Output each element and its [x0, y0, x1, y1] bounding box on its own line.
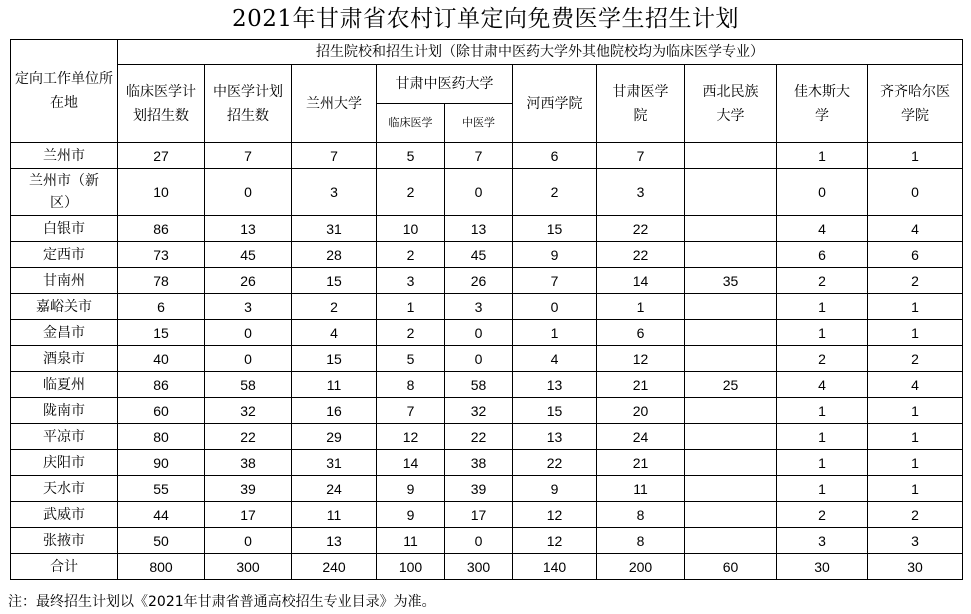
table-cell: 31: [292, 216, 377, 242]
region-cell: 甘南州: [11, 268, 118, 294]
table-cell: 50: [118, 528, 205, 554]
table-cell: 5: [377, 143, 445, 169]
table-cell: 2: [292, 294, 377, 320]
table-cell: 22: [597, 242, 685, 268]
table-cell: 58: [205, 372, 292, 398]
table-cell: 9: [377, 476, 445, 502]
table-row: [11, 169, 963, 216]
table-cell: [685, 143, 777, 169]
table-cell: 4: [777, 216, 868, 242]
table-cell: 39: [205, 476, 292, 502]
region-cell: 陇南市: [11, 398, 118, 424]
region-cell: 天水市: [11, 476, 118, 502]
footnote: 注：最终招生计划以《2021年甘肃省普通高校招生专业目录》为准。: [8, 594, 436, 610]
table-cell: 3: [597, 169, 685, 216]
table-cell: 86: [118, 216, 205, 242]
table-cell: 1: [777, 320, 868, 346]
table-cell: 45: [205, 242, 292, 268]
table-cell: 12: [377, 424, 445, 450]
table-cell: 9: [377, 502, 445, 528]
table-cell: 26: [445, 268, 513, 294]
table-cell: 2: [868, 268, 963, 294]
table-cell: 13: [292, 528, 377, 554]
header-lanzhou-university: 兰州大学: [292, 65, 377, 143]
table-cell: 9: [513, 476, 597, 502]
table-cell: 4: [868, 216, 963, 242]
table-cell: 2: [377, 169, 445, 216]
table-row: [11, 346, 963, 372]
table-cell: 21: [597, 450, 685, 476]
table-cell: [685, 346, 777, 372]
table-cell: 0: [513, 294, 597, 320]
table-cell: 22: [205, 424, 292, 450]
table-cell: 32: [445, 398, 513, 424]
table-cell: 11: [292, 372, 377, 398]
table-cell: 2: [777, 268, 868, 294]
table-cell: 3: [205, 294, 292, 320]
table-cell: 27: [118, 143, 205, 169]
table-cell: 78: [118, 268, 205, 294]
table-cell: 32: [205, 398, 292, 424]
table-cell: 1: [868, 398, 963, 424]
table-cell: 1: [868, 424, 963, 450]
table-cell: 25: [685, 372, 777, 398]
table-cell: 5: [377, 346, 445, 372]
table-cell: 86: [118, 372, 205, 398]
table-cell: 28: [292, 242, 377, 268]
table-cell: 240: [292, 554, 377, 580]
enrollment-table: [10, 39, 963, 580]
table-cell: 10: [377, 216, 445, 242]
table-cell: [685, 169, 777, 216]
table-row: [11, 476, 963, 502]
table-cell: 800: [118, 554, 205, 580]
table-cell: 30: [868, 554, 963, 580]
table-cell: 29: [292, 424, 377, 450]
table-cell: 300: [445, 554, 513, 580]
table-cell: [685, 528, 777, 554]
table-cell: 13: [445, 216, 513, 242]
table-cell: 15: [118, 320, 205, 346]
table-cell: 300: [205, 554, 292, 580]
region-cell: 定西市: [11, 242, 118, 268]
table-cell: [685, 502, 777, 528]
table-cell: [685, 476, 777, 502]
table-cell: 8: [597, 502, 685, 528]
table-cell: 1: [868, 294, 963, 320]
table-cell: 2: [377, 242, 445, 268]
table-cell: 15: [513, 398, 597, 424]
table-row-total: [11, 554, 963, 580]
table-cell: [685, 320, 777, 346]
table-cell: 1: [868, 320, 963, 346]
table-cell: 1: [777, 476, 868, 502]
table-cell: 7: [513, 268, 597, 294]
table-cell: 0: [445, 346, 513, 372]
table-cell: 6: [868, 242, 963, 268]
table-cell: 1: [513, 320, 597, 346]
table-cell: 6: [777, 242, 868, 268]
header-northwest-minzu-university: 西北民族大学: [685, 65, 777, 143]
table-cell: 8: [377, 372, 445, 398]
table-cell: [685, 424, 777, 450]
table-cell: 39: [445, 476, 513, 502]
table-cell: 45: [445, 242, 513, 268]
table-cell: 17: [445, 502, 513, 528]
table-cell: 80: [118, 424, 205, 450]
table-cell: 140: [513, 554, 597, 580]
table-cell: 1: [377, 294, 445, 320]
table-cell: 7: [597, 143, 685, 169]
table-cell: 8: [597, 528, 685, 554]
region-cell: 嘉峪关市: [11, 294, 118, 320]
header-region: 定向工作单位所在地: [11, 40, 118, 143]
table-cell: 1: [777, 450, 868, 476]
table-cell: 15: [513, 216, 597, 242]
region-cell: 酒泉市: [11, 346, 118, 372]
table-cell: 2: [513, 169, 597, 216]
table-cell: 15: [292, 346, 377, 372]
table-cell: [685, 216, 777, 242]
table-cell: 0: [205, 346, 292, 372]
table-cell: 30: [777, 554, 868, 580]
table-row: [11, 320, 963, 346]
table-cell: [685, 398, 777, 424]
table-row: [11, 528, 963, 554]
table-cell: 1: [777, 294, 868, 320]
table-cell: 38: [205, 450, 292, 476]
table-cell: 6: [597, 320, 685, 346]
table-cell: 13: [205, 216, 292, 242]
header-tcm-total: 中医学计划招生数: [205, 65, 292, 143]
table-cell: 4: [513, 346, 597, 372]
header-group: 招生院校和招生计划（除甘肃中医药大学外其他院校均为临床医学专业）: [118, 40, 963, 65]
table-row: [11, 424, 963, 450]
header-clinical-total: 临床医学计划招生数: [118, 65, 205, 143]
region-cell: 庆阳市: [11, 450, 118, 476]
table-cell: 22: [597, 216, 685, 242]
table-cell: 31: [292, 450, 377, 476]
table-cell: 2: [777, 346, 868, 372]
region-cell: 金昌市: [11, 320, 118, 346]
table-cell: 10: [118, 169, 205, 216]
header-gansu-tcm-tcm: 中医学: [445, 104, 513, 143]
table-cell: 44: [118, 502, 205, 528]
table-cell: 22: [513, 450, 597, 476]
table-cell: 17: [205, 502, 292, 528]
region-cell: 兰州市: [11, 143, 118, 169]
table-cell: 1: [868, 476, 963, 502]
table-cell: 0: [205, 320, 292, 346]
table-cell: 60: [118, 398, 205, 424]
table-cell: 3: [777, 528, 868, 554]
table-cell: 3: [868, 528, 963, 554]
region-cell: 临夏州: [11, 372, 118, 398]
table-cell: [685, 450, 777, 476]
table-cell: 2: [777, 502, 868, 528]
table-cell: 35: [685, 268, 777, 294]
table-cell: 14: [377, 450, 445, 476]
table-cell: 73: [118, 242, 205, 268]
table-cell: 1: [868, 143, 963, 169]
region-cell: 张掖市: [11, 528, 118, 554]
table-cell: 7: [445, 143, 513, 169]
table-cell: 0: [205, 169, 292, 216]
table-cell: 12: [597, 346, 685, 372]
header-qiqihar-medical-university: 齐齐哈尔医学院: [868, 65, 963, 143]
table-row: [11, 372, 963, 398]
table-cell: 38: [445, 450, 513, 476]
table-cell: 3: [292, 169, 377, 216]
table-cell: 16: [292, 398, 377, 424]
table-cell: 0: [445, 169, 513, 216]
table-cell: 13: [513, 372, 597, 398]
table-cell: 4: [292, 320, 377, 346]
table-cell: [685, 242, 777, 268]
table-cell: 58: [445, 372, 513, 398]
table-cell: 0: [205, 528, 292, 554]
table-cell: 1: [868, 450, 963, 476]
table-cell: 3: [445, 294, 513, 320]
table-cell: 1: [597, 294, 685, 320]
table-cell: 24: [292, 476, 377, 502]
table-cell: 200: [597, 554, 685, 580]
table-cell: 3: [377, 268, 445, 294]
table-cell: 15: [292, 268, 377, 294]
table-cell: 2: [868, 502, 963, 528]
table-cell: 1: [777, 143, 868, 169]
table-cell: 4: [868, 372, 963, 398]
table-cell: 12: [513, 528, 597, 554]
table-cell: [685, 294, 777, 320]
table-cell: 11: [292, 502, 377, 528]
page-title: 2021年甘肃省农村订单定向免费医学生招生计划: [231, 6, 740, 32]
table-cell: 0: [445, 528, 513, 554]
table-cell: 20: [597, 398, 685, 424]
region-cell: 武威市: [11, 502, 118, 528]
table-cell: 2: [377, 320, 445, 346]
table-cell: 1: [777, 424, 868, 450]
table-cell: 40: [118, 346, 205, 372]
table-cell: 7: [292, 143, 377, 169]
header-jiamusi-university: 佳木斯大学: [777, 65, 868, 143]
header-gansu-tcm-clinical: 临床医学: [377, 104, 445, 143]
header-gansu-tcm-university: 甘肃中医药大学: [377, 65, 513, 104]
table-cell: 4: [777, 372, 868, 398]
header-gansu-medical-college: 甘肃医学院: [597, 65, 685, 143]
table-cell: 55: [118, 476, 205, 502]
region-cell: 平凉市: [11, 424, 118, 450]
table-row: [11, 398, 963, 424]
table-cell: 21: [597, 372, 685, 398]
table-row: [11, 294, 963, 320]
table-cell: 13: [513, 424, 597, 450]
table-cell: 9: [513, 242, 597, 268]
table-cell: 11: [597, 476, 685, 502]
region-cell: 兰州市（新区）: [11, 169, 118, 216]
table-cell: 7: [205, 143, 292, 169]
header-hexi-university: 河西学院: [513, 65, 597, 143]
table-row: [11, 143, 963, 169]
table-cell: 60: [685, 554, 777, 580]
table-cell: 7: [377, 398, 445, 424]
table-cell: 90: [118, 450, 205, 476]
table-cell: 0: [868, 169, 963, 216]
table-cell: 6: [513, 143, 597, 169]
table-row: [11, 216, 963, 242]
table-cell: 22: [445, 424, 513, 450]
table-row: [11, 242, 963, 268]
table-cell: 26: [205, 268, 292, 294]
table-cell: 6: [118, 294, 205, 320]
region-cell: 白银市: [11, 216, 118, 242]
table-cell: 100: [377, 554, 445, 580]
table-cell: 24: [597, 424, 685, 450]
total-label: 合计: [11, 554, 118, 580]
table-row: [11, 268, 963, 294]
table-cell: 1: [777, 398, 868, 424]
table-cell: 0: [445, 320, 513, 346]
table-cell: 14: [597, 268, 685, 294]
table-cell: 0: [777, 169, 868, 216]
table-cell: 2: [868, 346, 963, 372]
table-row: [11, 502, 963, 528]
table-cell: 12: [513, 502, 597, 528]
table-row: [11, 450, 963, 476]
table-cell: 11: [377, 528, 445, 554]
